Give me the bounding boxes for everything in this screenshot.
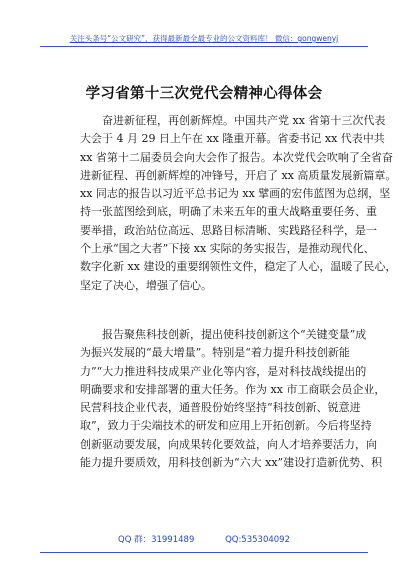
- page-footer: [40, 534, 368, 553]
- paragraph-line: xx 省第十二届委员会向大会作了报告。本次党代会吹响了全省奋: [80, 150, 393, 164]
- paragraph-line: 明确要求和安排部署的重大任务。作为 xx 市工商联会员企业，: [80, 382, 386, 396]
- paragraph-line: 民营科技企业代表，通普股份始终坚持“科技创新、锐意进: [80, 401, 361, 415]
- paragraph-line: 持一张蓝图绘到底，明确了未来五年的重大战略重要任务、重: [80, 205, 377, 219]
- page-header: [40, 26, 368, 47]
- paragraph-line: 数字化新 xx 建设的重要纲领性文件，稳定了人心，温暖了民心，: [80, 260, 397, 274]
- paragraph-line: 坚定了决心，增强了信心。: [80, 278, 212, 292]
- document-title: 学习省第十三次党代会精神心得体会: [85, 86, 323, 102]
- paragraph-line: xx 同志的报告以习近平总书记为 xx 擘画的宏伟蓝图为总纲，坚: [80, 187, 391, 201]
- paragraph-line: 取”，致力于尖端技术的研发和应用上开拓创新。今后将坚持: [80, 419, 372, 433]
- paragraph-line: 报告聚焦科技创新，提出使科技创新这个“关键变量”成: [102, 328, 367, 341]
- paragraph-1: [80, 112, 397, 295]
- paragraph-line: 能力提升要质效，用科技创新为“六大 xx”建设打造新优势、积: [80, 456, 383, 470]
- paragraph-2: [80, 326, 386, 472]
- paragraph-line: 为振兴发展的“最大增量”。特别是“着力提升科技创新能: [80, 346, 350, 360]
- footer-qq-group: QQ 群：31991489: [118, 535, 195, 545]
- paragraph-line: 大会于 4 月 29 日上午在 xx 隆重开幕。省委书记 xx 代表中共: [80, 132, 385, 146]
- paragraph-line: 创新驱动要发展，向成果转化要效益，向人才培养要活力，向: [80, 437, 377, 451]
- footer-qq-contact: QQ:535304092: [225, 535, 290, 545]
- paragraph-line: 进新征程、再创新辉煌的冲锋号，开启了 xx 高质量发展新篇章。: [80, 168, 397, 182]
- paragraph-line: 个上承“国之大者”下接 xx 实际的务实报告，是推动现代化、: [80, 242, 375, 256]
- paragraph-line: 要举措，政治站位高远、思路目标清晰、实践路径科学，是一: [80, 223, 377, 237]
- paragraph-line: 奋进新征程，再创新辉煌。中国共产党 xx 省第十三次代表: [102, 114, 386, 127]
- paragraph-line: 力”“大力推进科技成果产业化等内容，是对科技战线提出的: [80, 364, 367, 378]
- header-link[interactable]: 关注头条号“公文研究”，获得最新最全最专业的公文资料库！ 微信：gongwenyj: [69, 34, 339, 43]
